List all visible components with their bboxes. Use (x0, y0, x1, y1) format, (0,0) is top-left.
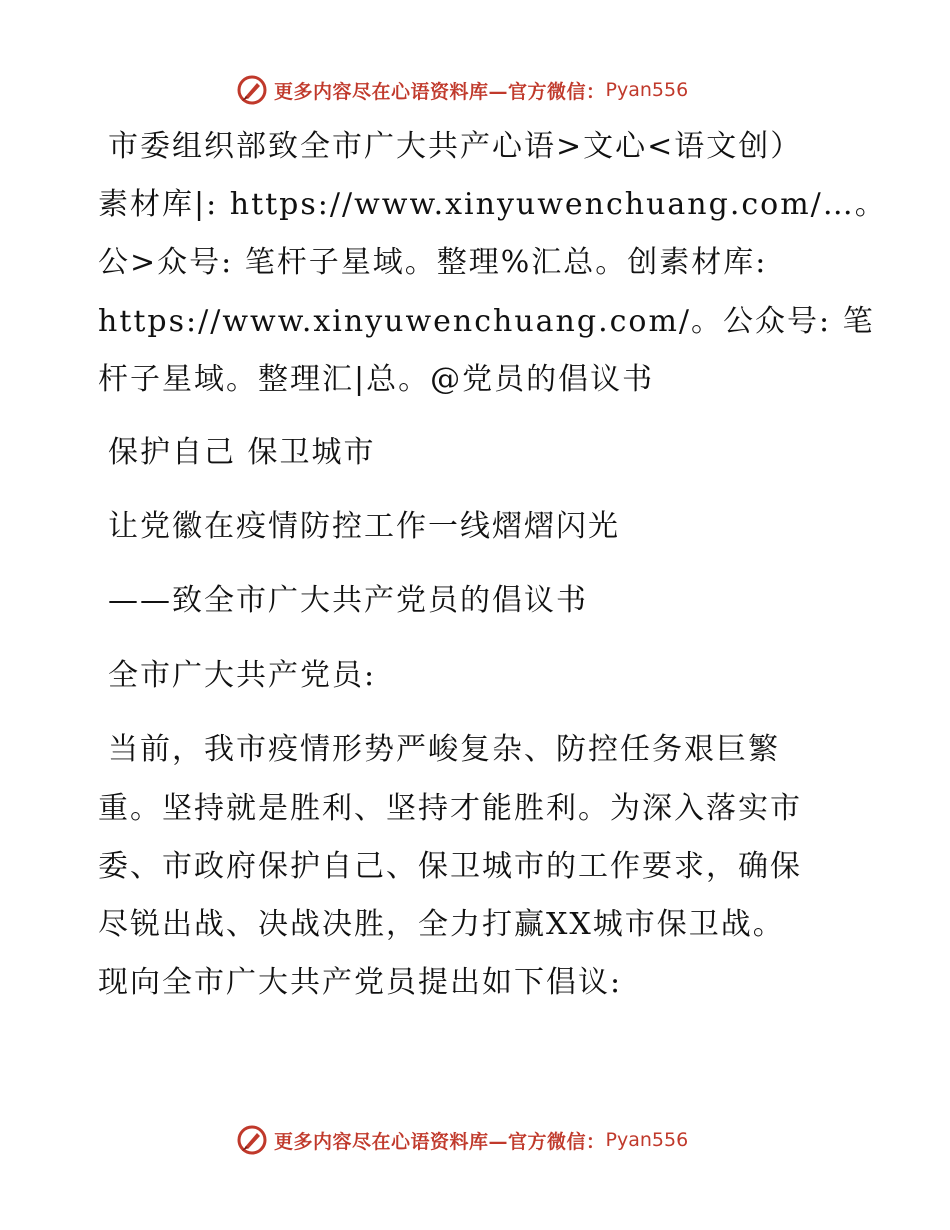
section-heading: 保护自己 保卫城市 (108, 435, 376, 470)
document-title: 让党徽在疫情防控工作一线熠熠闪光 (108, 509, 620, 544)
salutation: 全市广大共产党员: (108, 658, 377, 693)
paragraph-line: 委、市政府保护自己、保卫城市的工作要求，确保 (98, 849, 802, 884)
header-watermark (236, 73, 688, 107)
pen-logo-icon (236, 1124, 268, 1156)
text-line: 公>众号: 笔杆子星域。整理%汇总。创素材库: (98, 245, 768, 280)
watermark-contact: Pyan556 (605, 79, 689, 101)
document-subtitle: ——致全市广大共产党员的倡议书 (108, 583, 588, 618)
text-line: https://www.xinyuwenchuang.com/。公众号: 笔 (98, 304, 875, 339)
paragraph-line: 当前，我市疫情形势严峻复杂、防控任务艰巨繁 (108, 732, 780, 767)
footer-watermark (236, 1123, 688, 1157)
text-line: 素材库|: https://www.xinyuwenchuang.com/…。 (98, 187, 887, 222)
watermark-text: 更多内容尽在心语资料库—官方微信： (274, 1130, 606, 1153)
text-line: 市委组织部致全市广大共产心语>文心<语文创） (108, 129, 803, 164)
pen-logo-icon (236, 74, 268, 106)
paragraph-line: 重。坚持就是胜利、坚持才能胜利。为深入落实市 (98, 791, 802, 826)
text-line: 杆子星域。整理汇|总。@党员的倡议书 (98, 362, 655, 397)
paragraph-line: 尽锐出战、决战决胜，全力打赢XX城市保卫战。 (98, 907, 785, 942)
paragraph-line: 现向全市广大共产党员提出如下倡议: (98, 965, 623, 1000)
watermark-text: 更多内容尽在心语资料库—官方微信： (274, 80, 606, 103)
watermark-contact: Pyan556 (605, 1129, 689, 1151)
